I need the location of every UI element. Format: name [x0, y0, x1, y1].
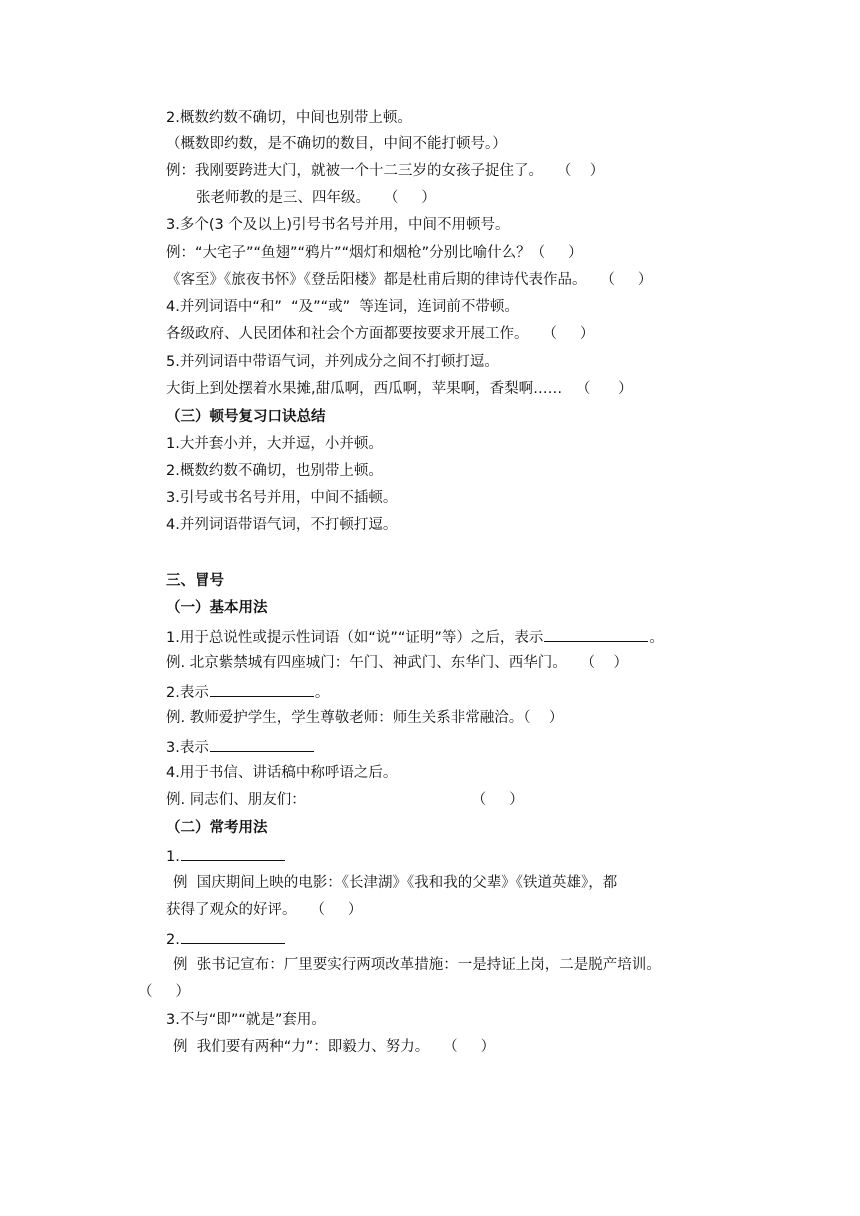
line-text: 1.: [166, 849, 180, 865]
line-text: 5.并列词语中带语气词，并列成分之间不打顿打逗。: [166, 354, 499, 370]
text-line: [138, 982, 190, 1002]
section-heading: [166, 571, 224, 591]
line-text: 例 国庆期间上映的电影：《长津湖》《我和我的父辈》《铁道英雄》，都: [173, 875, 618, 891]
fill-in-blank[interactable]: [544, 626, 648, 642]
text-line: [173, 1037, 495, 1057]
fill-in-blank[interactable]: [210, 736, 314, 752]
line-text: （三）顿号复习口诀总结: [166, 409, 326, 425]
line-text: 4.并列词语中“和” “及”“或” 等连词，连词前不带顿。: [166, 299, 519, 315]
line-text: 例. 教师爱护学生，学生尊敬老师：师生关系非常融洽。（ ）: [166, 710, 564, 726]
line-text: 3.不与“即”“就是”套用。: [166, 1012, 326, 1028]
line-text: 大街上到处摆着水果摊,甜瓜啊，西瓜啊，苹果啊，香梨啊…… （ ）: [166, 381, 633, 397]
line-text: 例. 同志们、朋友们： （ ）: [166, 792, 524, 808]
line-text: 2.概数约数不确切，中间也别带上顿。: [166, 110, 412, 126]
text-line: [166, 270, 652, 290]
text-line: [166, 434, 383, 454]
text-line: [166, 736, 315, 756]
text-line: [166, 928, 286, 948]
text-line: [166, 1010, 326, 1030]
line-text: 4.用于书信、讲话稿中称呼语之后。: [166, 765, 398, 781]
line-text: 例 张书记宣布：厂里要实行两项改革措施：一是持证上岗，二是脱产培训。: [173, 957, 661, 973]
text-line: [166, 900, 362, 920]
line-text: 3.引号或书名号并用，中间不插顿。: [166, 490, 398, 506]
text-line: [166, 681, 329, 701]
text-line: [166, 763, 397, 783]
fill-in-blank[interactable]: [181, 845, 285, 861]
line-text: 三、冒号: [166, 573, 224, 589]
text-line: [166, 215, 509, 235]
line-text: 例：我刚要跨进大门，就被一个十二三岁的女孩子捉住了。 （ ）: [166, 163, 605, 179]
line-text-after: 。: [314, 685, 330, 701]
line-text: 3.多个(3 个及以上)引号书名号并用，中间不用顿号。: [166, 217, 510, 233]
fill-in-blank[interactable]: [210, 681, 314, 697]
text-line: [166, 790, 524, 810]
line-text: 3.表示: [166, 740, 209, 756]
line-text: 2.概数约数不确切，也别带上顿。: [166, 463, 383, 479]
line-text: 获得了观众的好评。 （ ）: [166, 902, 363, 918]
line-text: 4.并列词语带语气词，不打顿打逗。: [166, 517, 398, 533]
line-text: （一）基本用法: [166, 600, 268, 616]
text-line: [166, 108, 412, 128]
line-text-after: 。: [649, 630, 664, 646]
section-heading: [166, 818, 268, 838]
text-line: [173, 955, 661, 975]
text-line: [166, 626, 664, 646]
line-text: 《客至》《旅夜书怀》《登岳阳楼》都是杜甫后期的律诗代表作品。 （ ）: [166, 272, 653, 288]
text-line: [196, 188, 436, 208]
line-text: 例 我们要有两种“力”：即毅力、努力。 （ ）: [173, 1039, 496, 1055]
line-text: 2.表示: [166, 685, 209, 701]
line-text: （ ）: [138, 984, 191, 1000]
text-line: [166, 243, 583, 263]
line-text: 例. 北京紫禁城有四座城门：午门、神武门、东华门、西华门。 （ ）: [166, 655, 628, 671]
line-text: 例：“大宅子”“鱼翅”“鸦片”“烟灯和烟枪”分别比喻什么？（ ）: [166, 245, 583, 261]
line-text: 张老师教的是三、四年级。 （ ）: [196, 190, 436, 206]
text-line: [166, 134, 507, 154]
line-text: 2.: [166, 932, 180, 948]
text-line: [166, 845, 286, 865]
line-text: 1.大并套小并，大并逗，小并顿。: [166, 436, 383, 452]
text-line: [166, 461, 383, 481]
line-text: （二）常考用法: [166, 820, 268, 836]
line-text: （概数即约数，是不确切的数目，中间不能打顿号。）: [166, 136, 507, 152]
text-line: [166, 379, 633, 399]
text-line: [166, 324, 594, 344]
section-heading: [166, 598, 268, 618]
fill-in-blank[interactable]: [181, 928, 285, 944]
text-line: [166, 352, 499, 372]
text-line: [166, 488, 397, 508]
text-line: [166, 653, 628, 673]
text-line: [173, 873, 617, 893]
text-line: [166, 161, 604, 181]
line-text: 1.用于总说性或提示性词语（如“说”“证明”等）之后，表示: [166, 630, 544, 646]
text-line: [166, 297, 519, 317]
text-line: [166, 515, 397, 535]
text-line: [166, 708, 563, 728]
section-heading: [166, 407, 326, 427]
line-text: 各级政府、人民团体和社会个方面都要按要求开展工作。 （ ）: [166, 326, 595, 342]
